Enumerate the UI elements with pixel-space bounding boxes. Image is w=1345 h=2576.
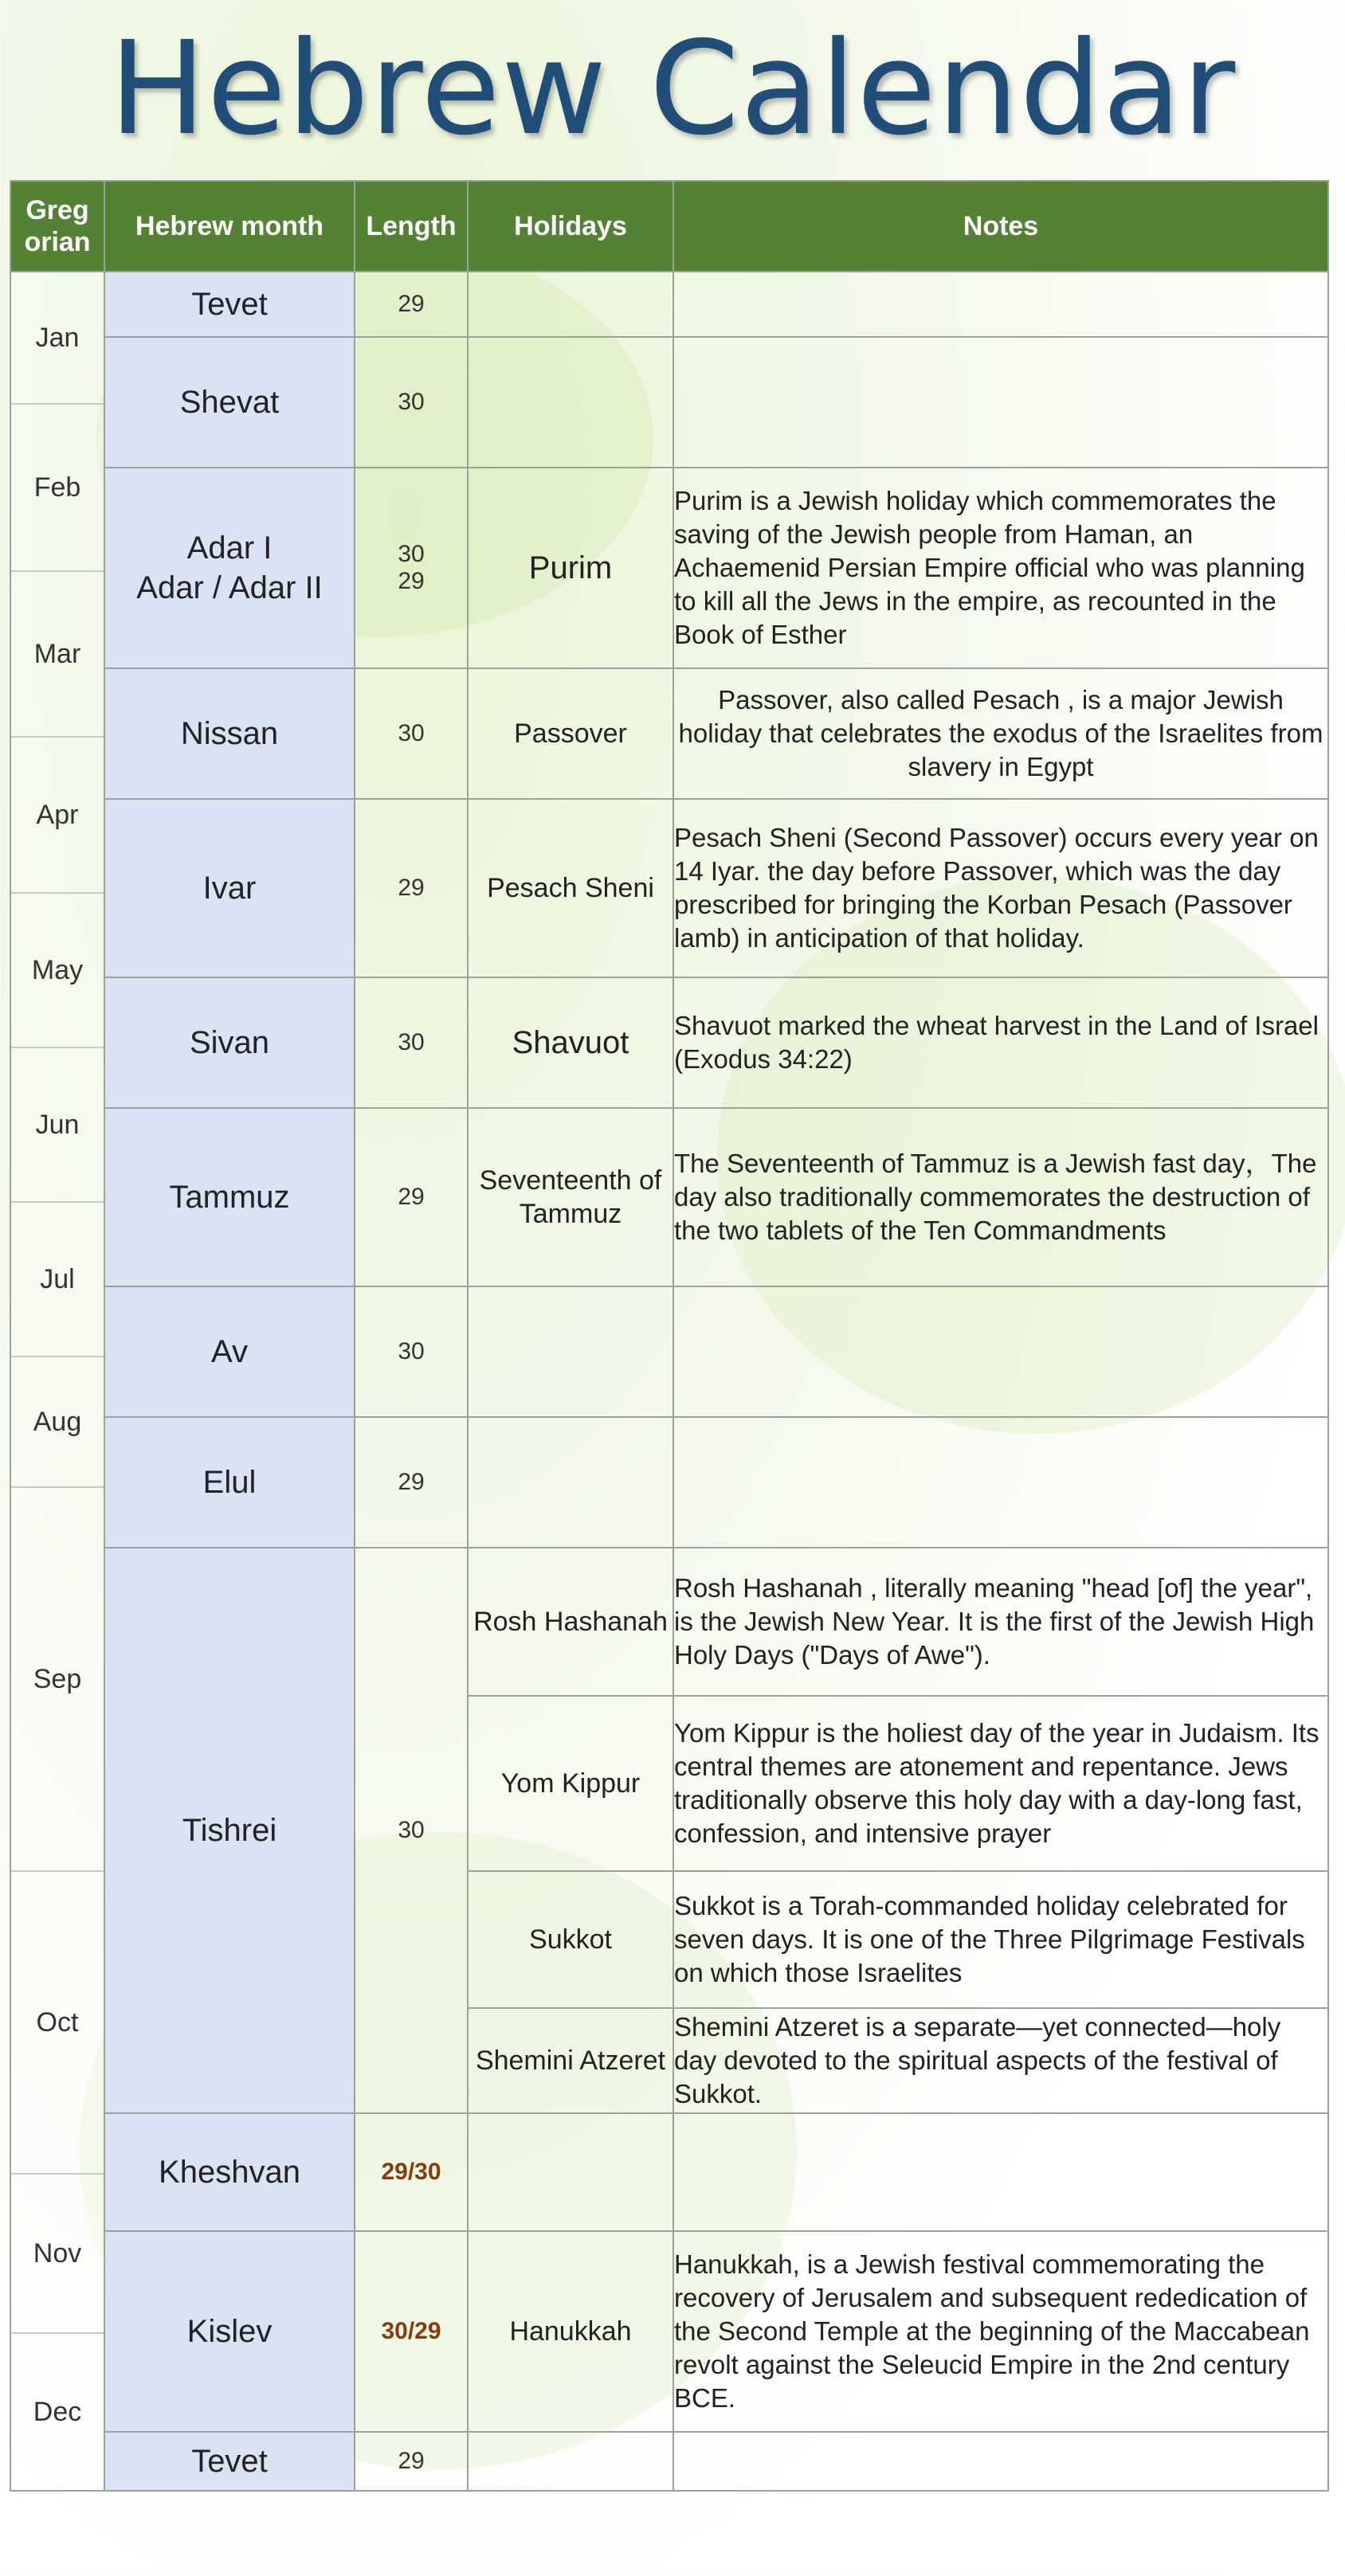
note-seventeenth-of-tammuz: The Seventeenth of Tammuz is a Jewish fast day，The day also traditionally commemorates the destruction of the two tablets of the Ten Commandments	[673, 1108, 1328, 1286]
greg-month-jan: Jan	[11, 272, 104, 405]
greg-month-aug: Aug	[11, 1357, 104, 1488]
holiday-rosh-hashanah: Rosh Hashanah	[468, 1548, 673, 1696]
holiday-purim: Purim	[468, 468, 673, 668]
month-shevat: Shevat	[104, 337, 355, 468]
holiday-hanukkah: Hanukkah	[468, 2231, 673, 2432]
length-kheshvan: 29/30	[355, 2113, 468, 2231]
greg-month-nov: Nov	[11, 2175, 104, 2334]
greg-month-sep: Sep	[11, 1488, 104, 1872]
holiday-sukkot: Sukkot	[468, 1871, 673, 2008]
table-row	[10, 799, 1328, 977]
note-shavuot: Shavuot marked the wheat harvest in the Land of Israel (Exodus 34:22)	[673, 977, 1328, 1108]
table-row	[10, 668, 1328, 799]
greg-month-may: May	[11, 894, 104, 1048]
length-tevet-end: 29	[355, 2432, 468, 2491]
holiday-pesach-sheni: Pesach Sheni	[468, 799, 673, 977]
note-rosh-hashanah: Rosh Hashanah , literally meaning "head [of] the year", is the Jewish New Year. It is the first of the Jewish High Holy Days ("Days of Awe").	[673, 1548, 1328, 1696]
length-iyar: 29	[355, 799, 468, 977]
table-row	[10, 2432, 1328, 2491]
table-row	[10, 468, 1328, 668]
holiday-yom-kippur: Yom Kippur	[468, 1696, 673, 1871]
note-yom-kippur: Yom Kippur is the holiest day of the year in Judaism. Its central themes are atonement and repentance. Jews traditionally observe this holy day with a day-long fast, confession, and intensive prayer	[673, 1696, 1328, 1871]
greg-month-mar: Mar	[11, 572, 104, 738]
month-av: Av	[104, 1286, 355, 1417]
note-shemini-atzeret: Shemini Atzeret is a separate—yet connected—holy day devoted to the spiritual aspects of the festival of Sukkot.	[673, 2008, 1328, 2113]
length-adar-line2: 29	[398, 568, 425, 594]
holiday-empty	[468, 2432, 673, 2491]
length-elul: 29	[355, 1417, 468, 1548]
month-elul: Elul	[104, 1417, 355, 1548]
length-tammuz: 29	[355, 1108, 468, 1286]
holiday-empty	[468, 272, 673, 337]
month-kheshvan: Kheshvan	[104, 2113, 355, 2231]
greg-month-feb: Feb	[11, 405, 104, 572]
greg-month-dec: Dec	[33, 2396, 82, 2427]
table-row	[10, 1417, 1328, 1548]
note-empty	[673, 1286, 1328, 1417]
length-kislev: 30/29	[355, 2231, 468, 2432]
table-row	[10, 2231, 1328, 2432]
length-av: 30	[355, 1286, 468, 1417]
table-row	[10, 1548, 1328, 1696]
month-adar-line2: Adar / Adar II	[136, 570, 323, 605]
month-nissan: Nissan	[104, 668, 355, 799]
gregorian-column	[10, 272, 104, 2491]
note-empty	[673, 1417, 1328, 1548]
month-iyar: Ivar	[104, 799, 355, 977]
holiday-empty	[468, 2113, 673, 2231]
month-tevet-end: Tevet	[104, 2432, 355, 2491]
holiday-empty	[468, 1417, 673, 1548]
note-pesach-sheni: Pesach Sheni (Second Passover) occurs every year on 14 Iyar. the day before Passover, which was the day prescribed for bringing the Korban Pesach (Passover lamb) in anticipation of that holiday.	[673, 799, 1328, 977]
note-empty	[673, 2432, 1328, 2491]
header-gregorian	[10, 181, 104, 272]
note-empty	[673, 2113, 1328, 2231]
holiday-seventeenth-of-tammuz: Seventeenth of Tammuz	[468, 1108, 673, 1286]
length-tevet: 29	[355, 272, 468, 337]
greg-month-oct: Oct	[11, 1872, 104, 2175]
note-passover: Passover, also called Pesach , is a major Jewish holiday that celebrates the exodus of the Israelites from slavery in Egypt	[673, 668, 1328, 799]
holiday-empty	[468, 1286, 673, 1417]
length-adar	[355, 468, 468, 668]
month-sivan: Sivan	[104, 977, 355, 1108]
length-nissan: 30	[355, 668, 468, 799]
table-header-row	[10, 181, 1328, 272]
gregorian-months	[11, 272, 104, 2490]
header-hebrew-month: Hebrew month	[104, 181, 355, 272]
holiday-passover: Passover	[468, 668, 673, 799]
header-length: Length	[355, 181, 468, 272]
holiday-shemini-atzeret: Shemini Atzeret	[468, 2008, 673, 2113]
length-shevat: 30	[355, 337, 468, 468]
table-row	[10, 1108, 1328, 1286]
note-sukkot: Sukkot is a Torah-commanded holiday celebrated for seven days. It is one of the Three Pilgrimage Festivals on which those Israelites	[673, 1871, 1328, 2008]
holiday-empty	[468, 337, 673, 468]
month-tammuz: Tammuz	[104, 1108, 355, 1286]
note-empty	[673, 337, 1328, 468]
month-tishrei: Tishrei	[104, 1548, 355, 2113]
greg-month-jun: Jun	[11, 1048, 104, 1203]
month-adar-line1: Adar I	[186, 530, 273, 566]
note-empty	[673, 272, 1328, 337]
greg-month-apr: Apr	[11, 738, 104, 894]
month-kislev: Kislev	[104, 2231, 355, 2432]
table-row	[10, 1286, 1328, 1417]
header-gregorian-label: Greg orian	[24, 195, 91, 257]
table-row	[10, 2113, 1328, 2231]
month-tevet: Tevet	[104, 272, 355, 337]
note-hanukkah: Hanukkah, is a Jewish festival commemorating the recovery of Jerusalem and subsequent rededication of the Second Temple at the beginning of the Maccabean revolt against the Seleucid Empire in the 2nd century BCE.	[673, 2231, 1328, 2432]
table-row	[10, 977, 1328, 1108]
hebrew-calendar-table	[10, 180, 1329, 2492]
table-row	[10, 272, 1328, 337]
table-row	[10, 337, 1328, 468]
note-purim: Purim is a Jewish holiday which commemorates the saving of the Jewish people from Haman, an Achaemenid Persian Empire official who was planning to kill all the Jews in the empire, as recounted in the Book of Esther	[673, 468, 1328, 668]
page-title: Hebrew Calendar	[108, 14, 1237, 164]
greg-month-jul: Jul	[11, 1203, 104, 1357]
length-adar-line1: 30	[398, 541, 425, 567]
header-holidays: Holidays	[468, 181, 673, 272]
header-notes: Notes	[673, 181, 1328, 272]
length-sivan: 30	[355, 977, 468, 1108]
length-tishrei: 30	[355, 1548, 468, 2113]
holiday-shavuot: Shavuot	[468, 977, 673, 1108]
month-adar	[104, 468, 355, 668]
